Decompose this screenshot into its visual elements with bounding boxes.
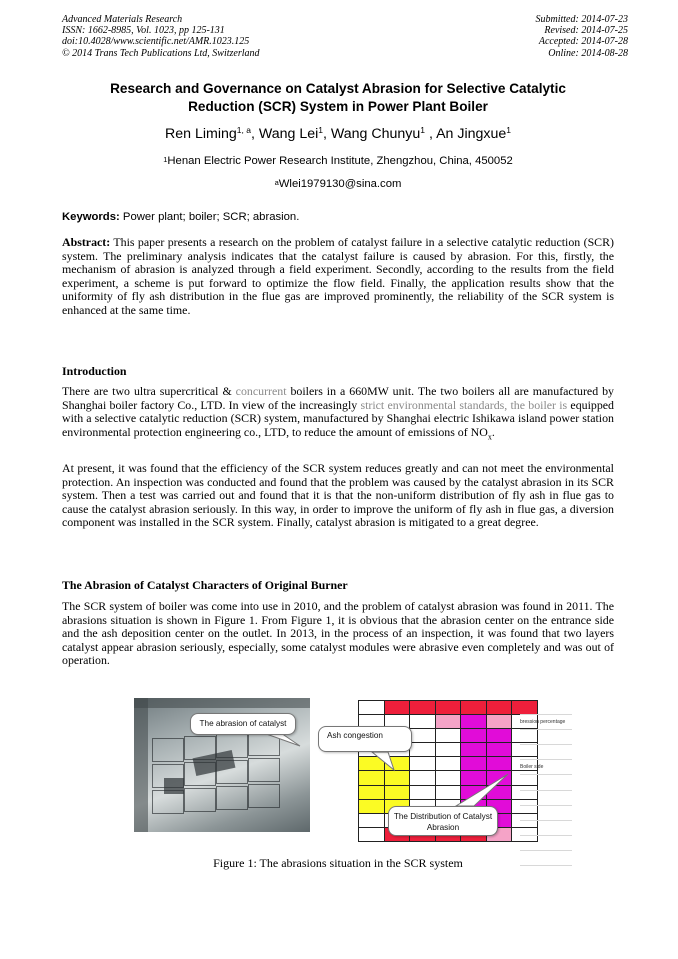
abstract-label: Abstract: (62, 235, 111, 249)
side-table-row: bression percentage (520, 715, 572, 730)
intro-text: equipped with a selective catalytic reduction (SCR) system, manufactured by Shanghai electric Ishikawa island power station environmental protection engineering co., LTD, to reduce the amount of emissions of NO (62, 397, 614, 439)
section2-paragraph: The SCR system of boiler was come into use in 2010, and the problem of catalyst abrasion was found in 2011. The abrasions situation is shown in Figure 1. From Figure 1, it is obvious that the abrasion center on the entrance side and the ash deposition center on the outlet. In 2013, in the process of an inspection, it was found that two layers catalyst appear abrasion seriously, especially, some catalyst modules were abrasive even completely and was out of operation. (62, 599, 614, 667)
nox-subscript: x (487, 431, 492, 441)
date-accepted: Accepted: 2014-07-28 (538, 36, 628, 48)
journal-copyright: © 2014 Trans Tech Publications Ltd, Switzerland (62, 47, 260, 59)
keywords-label: Keywords: (62, 211, 120, 223)
journal-issn: ISSN: 1662-8985, Vol. 1023, pp 125-131 (62, 25, 225, 37)
callout-distribution-of-abrasion: The Distribution of Catalyst Abrasion (388, 806, 498, 836)
journal-doi: doi:10.4028/www.scientific.net/AMR.1023.125 (62, 36, 250, 48)
author-sup: 1 (506, 125, 511, 135)
affiliation-text: Henan Electric Power Research Institute, Zhengzhou, China, 450052 (167, 155, 513, 167)
title-line-1: Research and Governance on Catalyst Abrasion for Selective Catalytic (110, 81, 566, 96)
author-sup: 1 (420, 125, 426, 135)
author-name: An Jingxue (436, 126, 507, 142)
callout-pointer (456, 774, 508, 806)
side-table-row: Boiler side (520, 760, 572, 775)
abstract-text: This paper presents a research on the problem of catalyst failure in a selective catalytic reduction (SCR) system. The preliminary analysis indicates that the catalyst failure is caused by abrasion. For this, firstly, the mechanism of abrasion is analyzed through a field experiment. Secondly, according to the results from the field experiment, a scheme is put forward to optimize the flow field. Finally, the application results show that the uniformity of fly ash distribution in the flue gas are improved prominently, the reliability of the SCR system is enhanced at the same time. (62, 235, 614, 317)
author-sup: 1, a (236, 125, 251, 135)
intro-text-highlight: strict environmental standards, the boiler is (360, 397, 568, 412)
email-sup: a (274, 178, 279, 187)
affiliation-sup: 1 (163, 155, 168, 164)
title-line-2: Reduction (SCR) System in Power Plant Boiler (188, 99, 488, 114)
author-list: Ren Liming$^{1, a}$, Wang Lei$^1$, Wang Chunyu$^1$ , An Jingxue$^1$ (165, 125, 511, 142)
author-name: Wang Lei (258, 126, 319, 142)
journal-name: Advanced Materials Research (62, 14, 183, 25)
author-name: Ren Liming (165, 126, 237, 142)
date-revised: Revised: 2014-07-25 (544, 25, 628, 37)
intro-heading: Introduction (62, 364, 127, 378)
date-submitted: Submitted: 2014-07-23 (535, 14, 628, 25)
section2-heading: The Abrasion of Catalyst Characters of Original Burner (62, 578, 348, 592)
author-name: Wang Chunyu (330, 126, 421, 142)
intro-text: . (491, 424, 495, 439)
callout-abrasion-of-catalyst: The abrasion of catalyst (190, 713, 296, 735)
intro-text: boilers in a 660MW unit. The two boilers all are manufactured by Shanghai boiler factory Co., LTD. In view of the increasingly (62, 384, 614, 412)
email-text: Wlei1979130@sina.com (278, 178, 402, 190)
keywords-text: Power plant; boiler; SCR; abrasion. (122, 211, 300, 223)
date-online: Online: 2014-08-28 (548, 47, 628, 59)
figure-caption: Figure 1: The abrasions situation in the SCR system (213, 856, 463, 870)
intro-text-highlight: concurrent (235, 384, 287, 398)
intro-text: There are two ultra supercritical & (62, 384, 236, 398)
callout-pointer (372, 752, 394, 770)
author-sup: 1 (318, 125, 323, 135)
callout-ash-congestion: Ash congestion (318, 726, 412, 752)
intro-paragraph-2: At present, it was found that the efficiency of the SCR system reduces greatly and can not meet the environmental protection. An inspection was conducted and found that the problem was caused by the catalyst abrasion in its SCR system. Then a test was carried out and found that it is that the non-uniform distribution of fly ash in flue gas to cause the catalyst abrasion seriously. In this way, in order to improve the uniform of fly ash in flue gas, a diversion component was installed in the SCR system. Finally, catalyst abrasion is mitigated to a great degree. (62, 461, 614, 529)
